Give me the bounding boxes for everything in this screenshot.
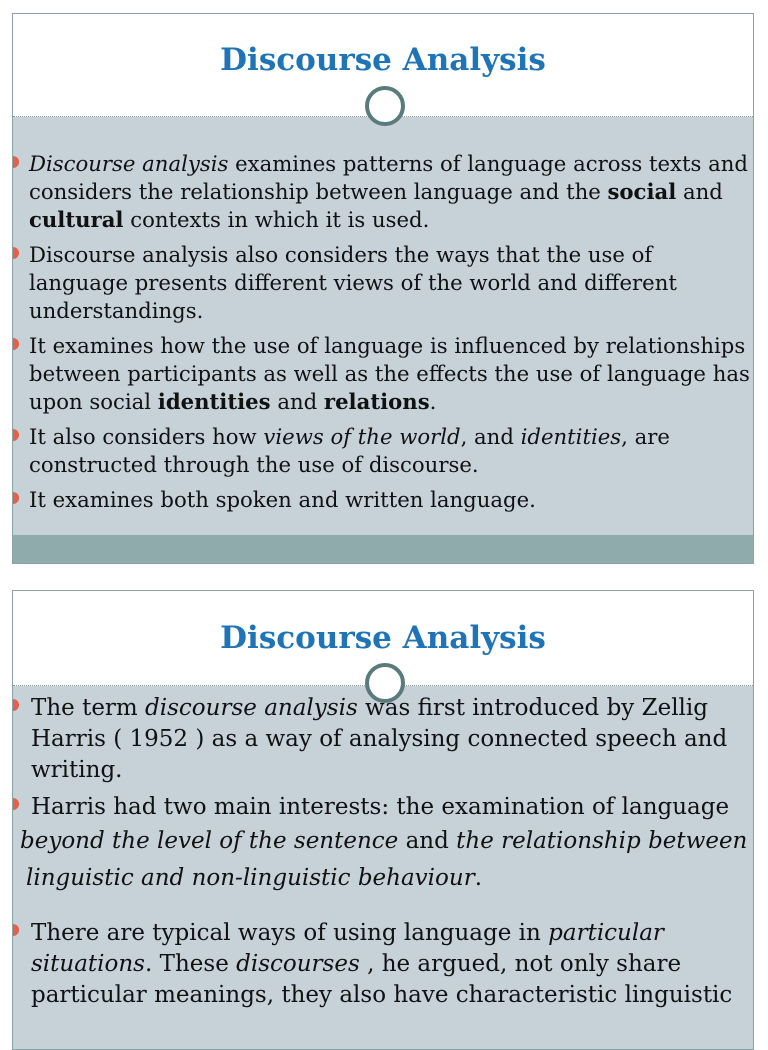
bullet-text: the relationship between <box>456 828 748 854</box>
bullet-item <box>13 332 753 416</box>
slide-2 <box>12 590 754 1050</box>
bullet-text: . <box>474 865 483 891</box>
bullet-text: examines patterns of language across texts and considers the relationship between language and the <box>29 151 748 204</box>
slide-title: Discourse Analysis <box>220 620 546 656</box>
bullet-continuation <box>26 860 753 897</box>
bullet-text: discourses <box>236 951 360 977</box>
bullet-text: It examines both spoken and written language. <box>29 487 536 512</box>
bullet-dot-icon <box>12 247 19 259</box>
bullet-text: social <box>607 179 677 204</box>
bullet-text: beyond the level of the sentence <box>20 828 399 854</box>
bullet-dot-icon <box>12 156 19 168</box>
bullet-text: . These <box>145 951 237 977</box>
bullet-continuation <box>20 823 753 860</box>
bullet-item <box>13 486 753 514</box>
bullet-text: linguistic and non-linguistic behaviour <box>26 865 475 891</box>
bullet-dot-icon <box>12 429 19 441</box>
bullet-item <box>13 241 753 325</box>
spacer <box>13 897 753 918</box>
bullet-item <box>13 150 753 234</box>
bullet-text: views of the world <box>263 424 461 449</box>
bullet-text: It also considers how <box>29 424 264 449</box>
bullet-item <box>13 918 753 1011</box>
bullet-text: and <box>398 828 457 854</box>
slide-title: Discourse Analysis <box>220 42 546 78</box>
bullet-text: contexts in which it is used. <box>123 207 430 232</box>
bullet-text: Discourse analysis also considers the ways that the use of language presents different views of the world and different understandings. <box>29 242 677 323</box>
bullet-text: identities <box>520 424 622 449</box>
bullet-text: was first introduced by Zellig Harris ( 1952 ) as a way of analysing connected speech and writing. <box>31 695 728 783</box>
bullet-item <box>13 693 753 786</box>
bullet-dot-icon <box>12 699 19 711</box>
bullet-text: , he argued, not only share particular meanings, they also have characteristic linguistic <box>31 951 733 1008</box>
bullet-text: relations <box>323 389 430 414</box>
bullet-text: There are typical ways of using language in <box>31 920 549 946</box>
bullet-text: The term <box>31 695 146 721</box>
bullet-text: particular situations <box>31 920 664 977</box>
bullet-text: , are constructed through the use of discourse. <box>29 424 670 477</box>
bullet-dot-icon <box>12 798 19 810</box>
bullet-dot-icon <box>12 924 19 936</box>
bullet-text: identities <box>157 389 271 414</box>
slide-1 <box>12 13 754 564</box>
bullet-text: . <box>429 389 437 414</box>
bullet-item <box>13 423 753 479</box>
bullet-dot-icon <box>12 338 19 350</box>
bullet-list <box>13 150 753 521</box>
bullet-text: cultural <box>29 207 124 232</box>
bullet-list <box>13 693 753 1011</box>
circle-ornament-icon <box>365 86 405 126</box>
bullet-text: It examines how the use of language is influenced by relationships between participants as well as the effects the use of language has upon social <box>29 333 750 414</box>
bullet-text: Discourse analysis <box>29 151 229 176</box>
bullet-text: discourse analysis <box>145 695 358 721</box>
bullet-text: Harris had two main interests: the examination of language <box>31 794 730 820</box>
bullet-item <box>13 792 753 897</box>
bullet-dot-icon <box>12 492 19 504</box>
bullet-text: and <box>676 179 723 204</box>
footer-band <box>13 535 753 563</box>
bullet-text: and <box>270 389 324 414</box>
bullet-text: , and <box>460 424 521 449</box>
